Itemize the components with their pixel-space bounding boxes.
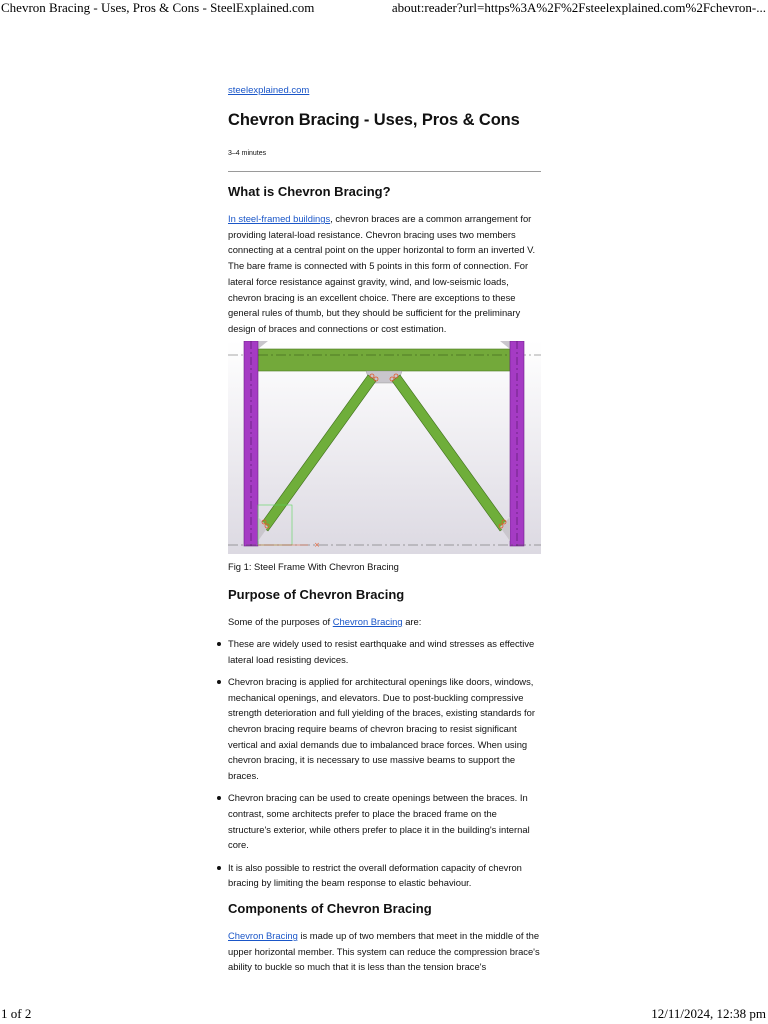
section-heading-components: Components of Chevron Bracing [228,901,432,916]
title-divider [228,171,541,172]
origin-marker: × [314,541,320,549]
paragraph-text: , chevron braces are a common arrangement for providing lateral-load resistance. Chevron bracing uses two members connecting at a central point on the upper horizontal to form an inverted V. The bare frame is connected with 5 points in this form of connection. For lateral force resistance against gravity, wind, and low-seismic loads, chevron bracing is an excellent choice. There are exceptions to these general rules of thumb, but they should be sufficient for the preliminary design of braces and connections or cost estimation. [228,213,536,334]
chevron-frame-illustration [228,341,541,554]
section-heading-what-is: What is Chevron Bracing? [228,184,391,199]
print-footer [0,1006,768,1024]
steel-framed-buildings-link[interactable]: In steel-framed buildings [228,213,331,224]
purpose-intro [228,614,541,630]
section-paragraph-components [228,928,541,975]
purpose-list [228,636,541,898]
list-item: Chevron bracing can be used to create openings between the braces. In contrast, some architects prefer to place the braced frame on the structure's exterior, while others prefer to place it in the building's internal core. [228,790,541,853]
list-item: These are widely used to resist earthquake and wind stresses as effective lateral load resisting devices. [228,636,541,667]
source-domain-link[interactable]: steelexplained.com [228,85,310,96]
section-heading-purpose: Purpose of Chevron Bracing [228,587,405,602]
print-datetime: 12/11/2024, 12:38 pm [651,1006,766,1021]
figure-caption: Fig 1: Steel Frame With Chevron Bracing [228,561,399,572]
section-paragraph-what-is [228,211,541,337]
list-item: It is also possible to restrict the overall deformation capacity of chevron bracing by limiting the beam response to elastic behaviour. [228,860,541,891]
chevron-frame-figure [228,341,541,554]
intro-text-end: are: [402,616,422,627]
intro-text: Some of the purposes of [228,616,333,627]
reading-time: 3–4 minutes [228,150,267,157]
top-beam [258,349,510,371]
print-header-url: about:reader?url=https%3A%2F%2Fsteelexplained.com%2Fchevron-... [391,0,766,15]
paragraph-text: is made up of two members that meet in the middle of the upper horizontal member. This system can reduce the compression brace's ability to buckle so much that it is less than the tension brace's [228,930,540,973]
page-number: 1 of 2 [1,1006,32,1021]
list-item: Chevron bracing is applied for architectural openings like doors, windows, mechanical openings, and elevators. Due to post-buckling compressive strength deterioration and full yielding of the braces, existing standards for chevron bracing require beams of chevron bracing to resist significant vertical and axial demands due to imbalanced brace forces. When using chevron bracing, it is necessary to use massive beams to support the braces. [228,674,541,784]
chevron-bracing-link-2[interactable]: Chevron Bracing [228,930,298,941]
print-header-title: Chevron Bracing - Uses, Pros & Cons - SteelExplained.com [1,0,315,15]
article-title: Chevron Bracing - Uses, Pros & Cons [228,111,520,129]
print-header [0,0,768,18]
reader-article [228,80,541,973]
chevron-bracing-link[interactable]: Chevron Bracing [332,616,403,627]
